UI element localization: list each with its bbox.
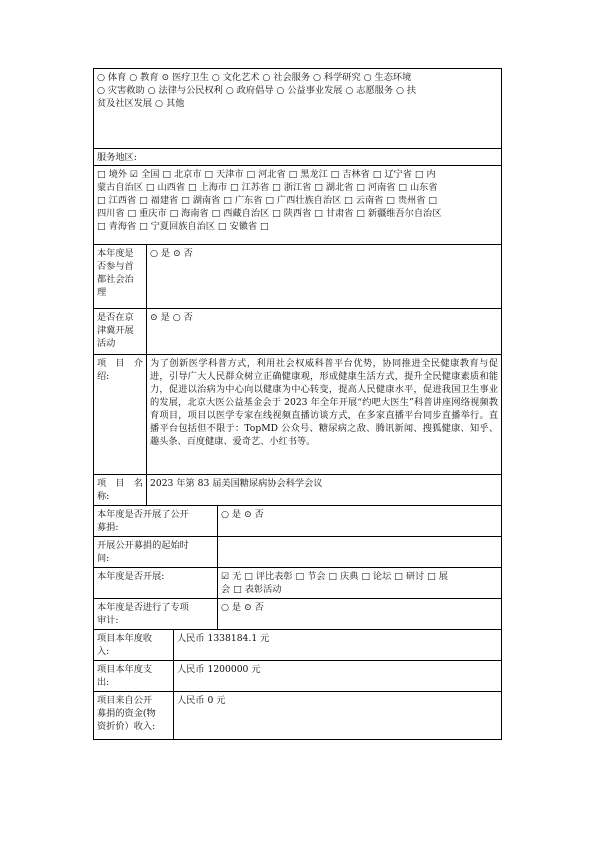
label-line: 绍: [97,371,110,382]
jingjinji-label [94,309,147,355]
label-line: 项目本年度收 [97,633,153,644]
project-info-table [93,68,502,740]
label-line: 开展公开募捐的起始时 [97,540,189,551]
activities-row [94,568,502,599]
special-audit-value: ○ 是 ⊙ 否 [218,599,502,630]
label-line: 否参与首 [97,261,134,272]
label-line: 项目来自公开 [97,695,153,706]
capital-governance-row [94,245,502,309]
label-line: 项 目 介 [97,358,143,369]
category-line: ○ 灾害救助 ○ 法律与公民权利 ○ 政府倡导 ○ 公益事业发展 ○ 志愿服务 ○ 扶 [97,85,417,96]
label-line: 资折价）收入: [97,721,156,732]
intro-text: 为了创新医学科普方式，利用社会权威科普平台优势，协同推进全民健康教育与促进，引导广大人民群众树立正确健康观，形成健康生活方式，提升全民健康素质和能力，促进以治病为中心向以健康为中心转变，提高人民健康水平，促进我国卫生事业的发展，北京大医公益基金会于 2023 年全年开展“约吧大医生”科普讲座网络视频教育项目，项目以医学专家在线视频直播访谈方式，在多家直播平台同步直播举行。直播平台包括但不限于：TopMD 公众号、糖尿病之敌、腾讯新闻、搜狐健康、知乎、趣头条、百度健康、爱奇艺、小红书等。 [147,355,502,475]
fundraising-start-label [94,537,218,568]
service-area-line: 蒙古自治区 □ 山西省 □ 上海市 □ 江苏省 □ 浙江省 □ 湖北省 □ 河南省 □ 山东省 [97,182,438,193]
income-value: 人民币 1338184.1 元 [174,630,502,661]
label-line: 活动 [97,338,116,349]
service-area-line: □ 江西省 □ 福建省 □ 湖南省 □ 广东省 □ 广西壮族自治区 □ 云南省 □ 贵州省 □ [97,195,438,206]
project-name-row [94,475,502,506]
project-name-value: 2023 年第 83 届美国糖尿病协会科学会议 [147,475,502,506]
label-line: 称: [97,491,110,502]
service-area-row [94,149,502,245]
label-line: 本年度是否开展了公开 [97,509,189,520]
label-line: 审计: [97,615,119,626]
label-line: 理 [97,287,107,298]
expense-row [94,661,502,692]
label-line: 津冀开展 [97,325,134,336]
activities-value [218,568,502,599]
income-row [94,630,502,661]
label-line: 项 目 名 [97,478,143,489]
jingjinji-row [94,309,502,355]
service-area-line: □ 境外 ☑ 全国 □ 北京市 □ 天津市 □ 河北省 □ 黑龙江 □ 吉林省 □ 辽宁省 □ 内 [97,169,436,180]
category-line: ○ 体育 ○ 教育 ⊙ 医疗卫生 ○ 文化艺术 ○ 社会服务 ○ 科学研究 ○ 生态环境 [97,72,412,83]
label-line: 出: [97,677,110,688]
capital-governance-value: ○ 是 ⊙ 否 [147,245,502,309]
public-fundraising-value: ○ 是 ⊙ 否 [218,506,502,537]
public-funds-label [94,692,174,740]
intro-label [94,355,147,475]
label-line: 都社会治 [97,274,134,285]
expense-value: 人民币 1200000 元 [174,661,502,692]
activities-line: ☑ 无 □ 评比表彰 □ 节会 □ 庆典 □ 论坛 □ 研讨 □ 展 [221,571,448,582]
label-line: 间: [97,553,110,564]
activities-label: 本年度是否开展: [94,568,218,599]
label-line: 本年度是 [97,248,134,259]
special-audit-label [94,599,218,630]
label-line: 募捐: [97,522,119,533]
service-area-line: 四川省 □ 重庆市 □ 海南省 □ 西藏自治区 □ 陕西省 □ 甘肃省 □ 新疆维吾尔自治区 [97,208,442,219]
label-line: 入: [97,646,110,657]
label-line: 是否在京 [97,312,134,323]
category-cell [94,69,502,149]
service-area-label: 服务地区: [97,152,137,163]
service-area-cell [94,149,502,245]
activities-line: 会 □ 表彰活动 [221,584,282,595]
public-fundraising-label [94,506,218,537]
label-line: 本年度是否进行了专项 [97,602,189,613]
public-funds-row [94,692,502,740]
service-area-line: □ 青海省 □ 宁夏回族自治区 □ 安徽省 □ [97,221,269,232]
label-line: 项目本年度支 [97,664,153,675]
intro-row [94,355,502,475]
jingjinji-value: ⊙ 是 ○ 否 [147,309,502,355]
category-line: 贫及社区发展 ○ 其他 [97,98,185,109]
income-label [94,630,174,661]
fundraising-start-row [94,537,502,568]
label-line: 募捐的资金(物 [97,708,156,719]
capital-governance-label [94,245,147,309]
fundraising-start-value [218,537,502,568]
category-row [94,69,502,149]
public-funds-value: 人民币 0 元 [174,692,502,740]
project-name-label [94,475,147,506]
form-page [93,68,501,740]
special-audit-row [94,599,502,630]
expense-label [94,661,174,692]
public-fundraising-row [94,506,502,537]
